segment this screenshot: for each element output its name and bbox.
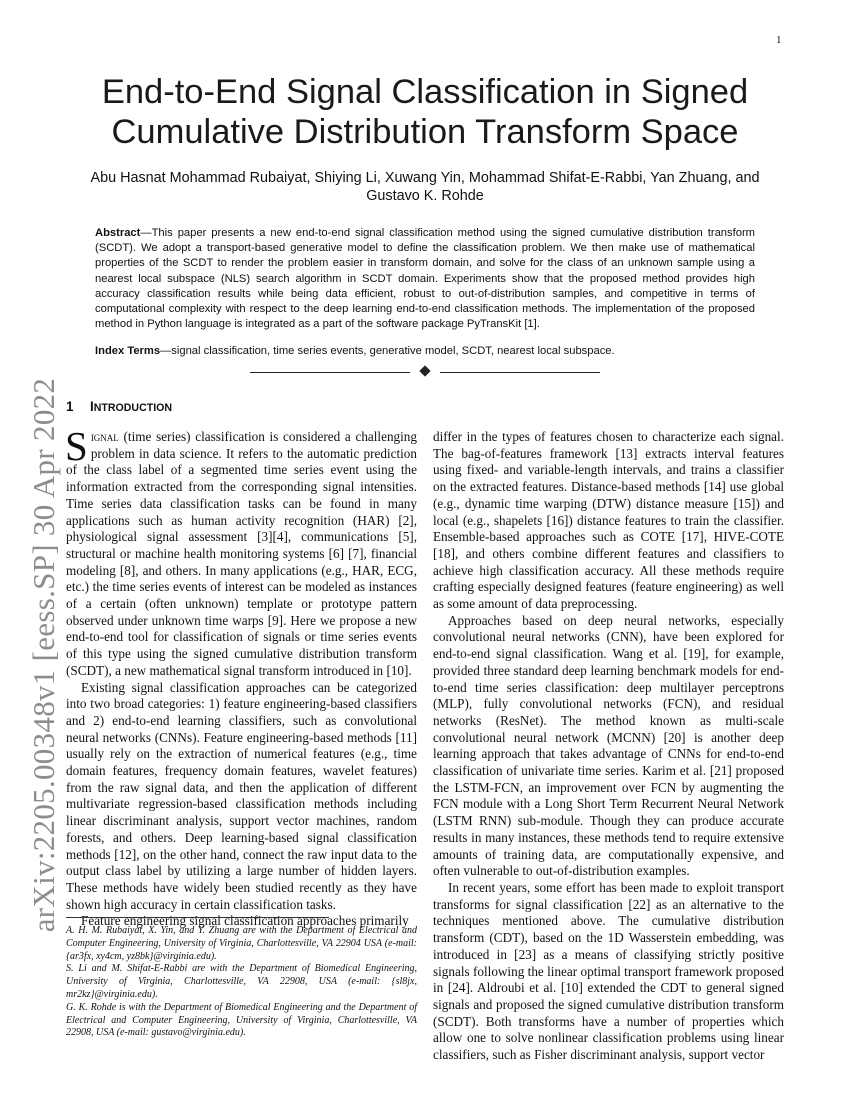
intro-paragraph-3-continued: differ in the types of features chosen to characterize each signal. The bag-of-features framework [13] extracts interval features using fixed- and variable-length intervals, and trains a classifier on the extracted features. Distance-based methods [14] use global (e.g., dynamic time warping (DTW) distance measure [15]) and local (e.g., shapelets [16]) distance features to train the classifier. Ensemble-based approaches such as COTE [17], HIVE-COTE [18], and others combine different features and classifiers to achieve high classification accuracy. All these methods require crafting especially designed features (feature engineering) as well as some amount of data preprocessing. [433, 429, 784, 612]
intro-paragraph-1-text: (time series) classification is considered a challenging problem in data science. It refers to the automatic prediction of the class label of a segmented time series event using the information extracted from the corresponding signal intensities. Time series data classification tasks can be found in many applications such as human activity recognition (HAR) [2], physiological signal assessment [3][4], communications [5], structural or machine health monitoring systems [6] [7], financial modeling [8], and others. In many applications (e.g., HAR, ECG, etc.) the time series events of interest can be modeled as instances of a certain (often unknown) template or prototype pattern observed under unknown time warps [9]. Here we propose a new end-to-end tool for classification of signals or time series events of this type using the signed cumulative distribution transform (SCDT), a new mathematical signal transform introduced in [10]. [66, 429, 417, 678]
index-terms-label: Index Terms [95, 345, 161, 357]
separator-line-left [250, 372, 410, 373]
page-number: 1 [776, 34, 782, 46]
intro-paragraph-1 [65, 423, 417, 680]
footnote-1: A. H. M. Rubaiyat, X. Yin, and Y. Zhuang are with the Department of Electrical and Computer Engineering, University of Virginia, Charlottesville, VA 22904 USA (e-mail: {ar3fx, xy4cm, yz8bk}@virginia.edu). [66, 925, 417, 962]
footnote-rule [66, 917, 329, 918]
footnote-3: G. K. Rohde is with the Department of Biomedical Engineering and the Department of Electrical and Computer Engineering, University of Virginia, Charlottesville, VA 22908, USA (e-mail: gustavo@virginia.edu). [66, 1001, 417, 1039]
lead-word: ignal [90, 429, 119, 444]
left-column [65, 423, 417, 930]
section-number: 1 [66, 399, 74, 414]
intro-paragraph-3-start: Feature engineering signal classification approaches primarily [81, 913, 409, 929]
index-terms [95, 344, 755, 359]
abstract-label: Abstract [95, 227, 141, 239]
drop-cap: S [65, 423, 88, 469]
intro-paragraph-2: Existing signal classification approaches can be categorized into two broad categories: 1) feature engineering-based classifiers and 2) end-to-end learning classifiers, such as convolutional neural networks (CNNs). Feature engineering-based methods [11] usually rely on the extraction of numerical features (e.g., time domain features, frequency domain features, wavelet features) from the raw signal data, and then the application of different multivariate regression-based classification methods including linear discriminant analysis, support vector machines, random forests, and others. Deep learning-based signal classification methods [12], on the other hand, connect the raw input data to the output class label by utilizing a large number of hidden layers. These methods have widely been studied recently as they have shown high accuracy in certain classification tasks. [66, 679, 417, 912]
author-list: Abu Hasnat Mohammad Rubaiyat, Shiying Li, Xuwang Yin, Mohammad Shifat-E-Rabbi, Yan Zhuang, and Gustavo K. Rohde [90, 170, 760, 204]
diamond-icon [419, 365, 430, 376]
section-separator [250, 371, 600, 374]
abstract-text: —This paper presents a new end-to-end signal classification method using the signed cumulative distribution transform (SCDT). We adopt a transport-based generative model to define the classification problem. We then make use of mathematical properties of the SCDT to render the problem easier in transform domain, and solve for the class of an unknown sample using a nearest local subspace (NLS) search algorithm in SCDT domain. Experiments show that the proposed method provides high accuracy classification results while being data efficient, robust to out-of-distribution samples, and competitive in terms of computational complexity with respect to the deep learning end-to-end classification methods. The implementation of the proposed method in Python language is integrated as a part of the software package PyTransKit [1]. [95, 227, 755, 331]
index-terms-text: —signal classification, time series events, generative model, SCDT, nearest local subspace. [160, 345, 615, 357]
abstract [95, 226, 755, 332]
section-heading [66, 399, 172, 414]
section-title-initial: I [90, 399, 94, 414]
intro-paragraph-5: In recent years, some effort has been made to exploit transport transforms for signal classification [22] as an alternative to the techniques mentioned above. The cumulative distribution transform (CDT), based on the 1D Wasserstein embedding, was introduced in [23] as a means of classifying strictly positive signals following the linear optimal transport framework proposed in [24]. Aldroubi et al. [10] extended the CDT to general signed signals and proposed the signed cumulative distribution transform (SCDT). Both transforms have a number of properties which allow one to solve nonlinear classification problems using linear classifiers, such as Fisher discriminant analysis, support vector [433, 879, 784, 1063]
intro-paragraph-4: Approaches based on deep neural networks, especially convolutional neural networks (CNN), have been explored for end-to-end signal classification. Wang et al. [19], for example, provided three standard deep learning benchmark models for end-to-end time series classification: deep multilayer perceptrons (MLP), fully convolutional networks (FCN), and residual networks (ResNet). The method known as multi-scale convolutional neural network (MCNN) [20] is another deep learning approach that takes advantage of CNNs for end-to-end classification of univariate time series. Karim et al. [21] proposed the LSTM-FCN, an improvement over FCN by augmenting the FCN module with a Long Short Term Recurrent Neural Network (LSTM RNN) sub-module. Though they can produce accurate results in many instances, these methods tend to require extensive amounts of training data, are computationally expensive, and often vulnerable to out-of-distribution examples. [433, 612, 784, 879]
section-title-rest: NTRODUCTION [93, 402, 173, 414]
paper-title: End-to-End Signal Classification in Signed Cumulative Distribution Transform Space [101, 73, 749, 151]
right-column [433, 429, 784, 1064]
arxiv-stamp: arXiv:2205.00348v1 [eess.SP] 30 Apr 2022 [26, 377, 61, 933]
separator-line-right [440, 372, 600, 373]
footnote-2: S. Li and M. Shifat-E-Rabbi are with the Department of Biomedical Engineering, University of Virginia, Charlottesville, VA 22908, USA (e-mail: {sl8jx, mr2kz}@virginia.edu). [66, 963, 417, 1000]
footnotes [66, 925, 417, 1040]
